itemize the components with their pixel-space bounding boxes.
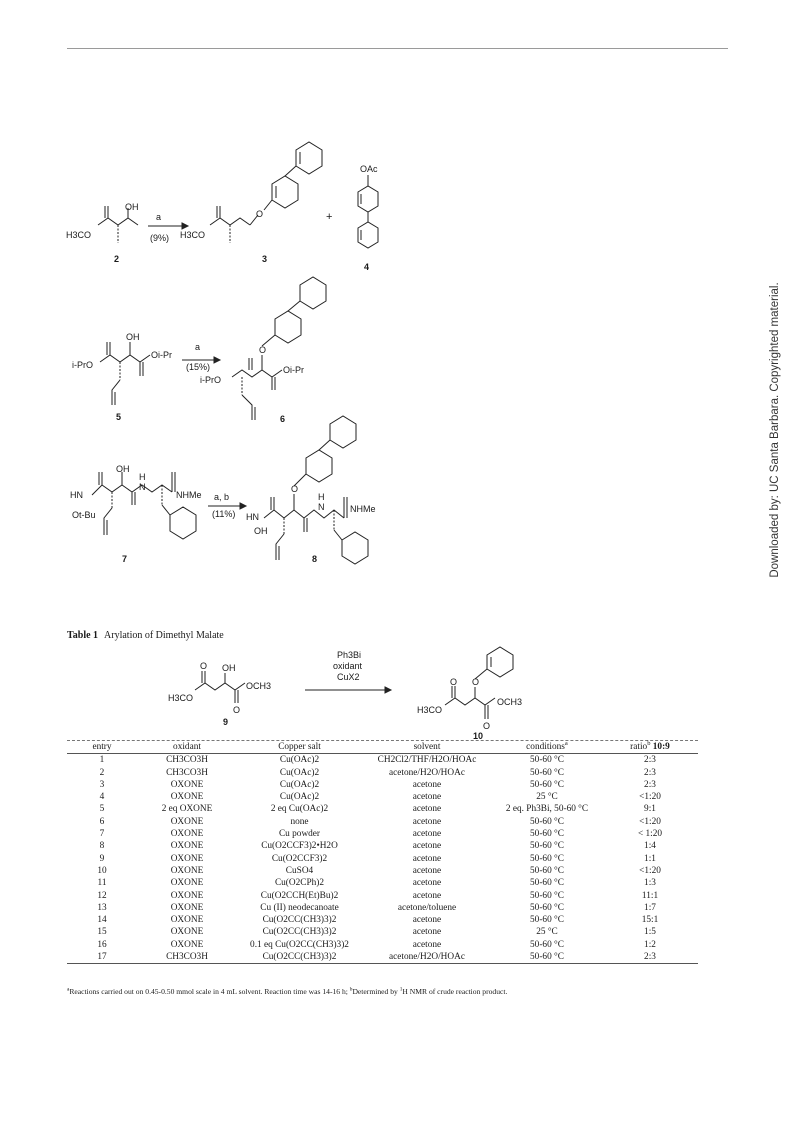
s3-n-right: N bbox=[318, 502, 325, 512]
cell-solvent: acetone bbox=[412, 865, 442, 876]
s1-oac: OAc bbox=[360, 164, 378, 174]
cell-solvent: CH2Cl2/THF/H2O/HOAc bbox=[377, 755, 477, 766]
cell-entry: 6 bbox=[99, 816, 105, 827]
footnote-b: H NMR of crude reaction product. bbox=[402, 987, 508, 996]
compound-3-structure bbox=[210, 142, 322, 243]
s2-oipr-left: Oi-Pr bbox=[151, 350, 172, 360]
cell-oxidant: OXONE bbox=[170, 915, 204, 926]
s2-reagent: a bbox=[195, 342, 201, 352]
cell-solvent: acetone bbox=[412, 816, 442, 827]
rxn-start-label: 9 bbox=[223, 717, 229, 727]
rxn-h3co-right: H3CO bbox=[417, 705, 443, 715]
s1-oh: OH bbox=[125, 202, 139, 212]
s3-nhme-left: NHMe bbox=[176, 490, 202, 500]
cell-ratio: 2:3 bbox=[644, 767, 656, 778]
cell-solvent: acetone/H2O/HOAc bbox=[362, 951, 492, 964]
header-solvent: solvent bbox=[362, 741, 492, 754]
s3-h: H bbox=[139, 472, 146, 482]
table-row bbox=[67, 754, 698, 767]
s3-oh-right: OH bbox=[254, 526, 268, 536]
cell-oxidant: OXONE bbox=[170, 890, 204, 901]
rxn-o-left: O bbox=[200, 661, 208, 671]
cell-ratio: 2:3 bbox=[644, 779, 656, 790]
cell-solvent: acetone bbox=[412, 939, 442, 950]
s2-product-label: 6 bbox=[280, 414, 286, 424]
table-row bbox=[67, 865, 698, 877]
cell-entry: 11 bbox=[97, 878, 107, 889]
cell-entry: 4 bbox=[99, 792, 105, 803]
cell-solvent: acetone bbox=[412, 927, 442, 938]
header-oxidant: oxidant bbox=[137, 741, 237, 754]
table-reaction-scheme bbox=[0, 645, 793, 745]
cell-oxidant: OXONE bbox=[170, 878, 204, 889]
cell-copper-salt: Cu(O2CPh)2 bbox=[274, 878, 325, 889]
cell-ratio: 1:1 bbox=[644, 853, 656, 864]
cell-copper-salt: 0.1 eq Cu(O2CC(CH3)3)2 bbox=[250, 939, 349, 950]
rxn-o-bottom-right: O bbox=[483, 721, 491, 731]
cell-oxidant: OXONE bbox=[170, 853, 204, 864]
header-entry: entry bbox=[67, 741, 137, 754]
cell-oxidant: OXONE bbox=[170, 841, 204, 852]
cell-oxidant: OXONE bbox=[170, 927, 204, 938]
download-watermark: Downloaded by: UC Santa Barbara. Copyrighted material. bbox=[769, 282, 781, 578]
footnote-a: Reactions carried out on 0.45-0.50 mmol scale in 4 mL solvent. Reaction time was 14-16 h; bbox=[69, 987, 348, 996]
table-row bbox=[67, 779, 698, 791]
s3-yield: (11%) bbox=[212, 509, 236, 519]
table-row bbox=[67, 767, 698, 779]
rxn-reagent-2: oxidant bbox=[333, 661, 363, 671]
rxn-reagent-3: CuX2 bbox=[337, 672, 360, 682]
table-row bbox=[67, 816, 698, 828]
cell-copper-salt: Cu (II) neodecanoate bbox=[260, 902, 339, 913]
cell-conditions: 50-60 °C bbox=[530, 755, 564, 766]
table-row bbox=[67, 803, 698, 815]
cell-ratio: <1:20 bbox=[639, 792, 661, 803]
rxn-och3-right: OCH3 bbox=[497, 697, 523, 707]
table-row bbox=[67, 840, 698, 852]
cell-oxidant: OXONE bbox=[170, 792, 204, 803]
table-row bbox=[67, 939, 698, 951]
cell-conditions: 50-60 °C bbox=[530, 890, 564, 901]
cell-solvent: acetone/H2O/HOAc bbox=[389, 767, 465, 778]
cell-oxidant: CH3CO3H bbox=[166, 767, 208, 778]
s3-nhme-right: NHMe bbox=[350, 504, 376, 514]
rxn-oh: OH bbox=[222, 663, 236, 673]
s2-oh: OH bbox=[126, 332, 140, 342]
table-footnote: $^a$Reactions carried out on 0.45-0.50 mmol scale in 4 mL solvent. Reaction time was 14-16 h; $^b$Determined by $^1$H NMR of crude reaction product. bbox=[67, 986, 508, 996]
cell-entry: 12 bbox=[97, 890, 107, 901]
cell-entry: 10 bbox=[97, 865, 107, 876]
cell-solvent: acetone bbox=[412, 853, 442, 864]
s3-start-label: 7 bbox=[122, 554, 128, 564]
rxn-o-right: O bbox=[450, 677, 458, 687]
cell-solvent: acetone bbox=[412, 890, 442, 901]
s2-oipr-right: Oi-Pr bbox=[283, 365, 304, 375]
s3-h-right: H bbox=[318, 492, 325, 502]
s2-yield: (15%) bbox=[186, 362, 211, 372]
s1-h3co-right: H3CO bbox=[180, 230, 206, 240]
cell-ratio: 15:1 bbox=[641, 915, 659, 926]
cell-ratio: 11:1 bbox=[641, 890, 659, 901]
table-row bbox=[67, 951, 698, 964]
s1-plus: + bbox=[326, 211, 333, 223]
cell-copper-salt: none bbox=[290, 816, 309, 827]
cell-ratio: 9:1 bbox=[644, 804, 656, 815]
cell-entry: 15 bbox=[97, 927, 107, 938]
cell-solvent: acetone bbox=[412, 804, 442, 815]
s1-h3co-left: H3CO bbox=[66, 230, 92, 240]
s2-start-label: 5 bbox=[116, 412, 122, 422]
cell-copper-salt: Cu(O2CC(CH3)3)2 bbox=[237, 951, 362, 964]
cell-copper-salt: Cu(O2CCF3)2 bbox=[271, 853, 328, 864]
cell-copper-salt: Cu powder bbox=[278, 829, 321, 840]
rxn-och3-left: OCH3 bbox=[246, 681, 272, 691]
cell-copper-salt: Cu(O2CCF3)2•H2O bbox=[261, 841, 338, 852]
cell-entry: 7 bbox=[99, 829, 105, 840]
cell-copper-salt: Cu(OAc)2 bbox=[279, 755, 320, 766]
header-ratio: ratio$^b$ 10:9 bbox=[602, 741, 698, 754]
s3-ether-o: O bbox=[291, 484, 299, 494]
compound-6-structure bbox=[232, 277, 326, 420]
compound-4-structure bbox=[358, 175, 378, 248]
cell-conditions: 50-60 °C bbox=[530, 915, 564, 926]
cell-oxidant: OXONE bbox=[170, 865, 204, 876]
cell-entry: 1 bbox=[99, 755, 105, 766]
cell-oxidant: OXONE bbox=[170, 816, 204, 827]
table-caption: Arylation of Dimethyl Malate bbox=[104, 630, 224, 641]
s2-ether-o: O bbox=[259, 345, 267, 355]
header-conditions: conditions$^a$ bbox=[492, 741, 602, 754]
cell-oxidant: OXONE bbox=[170, 939, 204, 950]
table-body bbox=[67, 754, 698, 964]
cell-ratio: 1:3 bbox=[644, 878, 656, 889]
cell-entry: 3 bbox=[99, 779, 105, 790]
cell-conditions: 50-60 °C bbox=[530, 767, 564, 778]
s1-reagent: a bbox=[156, 212, 162, 222]
cell-oxidant: CH3CO3H bbox=[166, 755, 208, 766]
cell-ratio: < 1:20 bbox=[637, 829, 663, 840]
table-row bbox=[67, 902, 698, 914]
rxn-ether-o: O bbox=[472, 677, 480, 687]
cell-conditions: 50-60 °C bbox=[530, 829, 564, 840]
cell-conditions: 25 °C bbox=[536, 792, 558, 803]
cell-copper-salt: Cu(O2CC(CH3)3)2 bbox=[262, 927, 337, 938]
cell-solvent: acetone bbox=[412, 841, 442, 852]
s2-ipro-left: i-PrO bbox=[72, 360, 93, 370]
table-row bbox=[67, 890, 698, 902]
cell-conditions: 50-60 °C bbox=[530, 853, 564, 864]
s3-product-label: 8 bbox=[312, 554, 318, 564]
table-title bbox=[67, 630, 224, 641]
cell-conditions: 2 eq. Ph3Bi, 50-60 °C bbox=[505, 804, 589, 815]
cell-ratio: <1:20 bbox=[639, 865, 661, 876]
cell-entry: 13 bbox=[97, 902, 107, 913]
s3-reagent: a, b bbox=[214, 492, 230, 502]
arylation-table bbox=[67, 741, 698, 964]
cell-conditions: 50-60 °C bbox=[530, 865, 564, 876]
rxn-o-bottom-left: O bbox=[233, 705, 241, 715]
cell-solvent: acetone bbox=[412, 829, 442, 840]
cell-ratio: <1:20 bbox=[639, 816, 661, 827]
table-header-row bbox=[67, 741, 698, 754]
cell-solvent: acetone bbox=[412, 878, 442, 889]
cell-entry: 14 bbox=[97, 915, 107, 926]
s3-hn-right: HN bbox=[246, 512, 259, 522]
cell-ratio: 1:7 bbox=[644, 902, 656, 913]
compound-8-structure bbox=[264, 416, 368, 564]
s1-ether-o: O bbox=[256, 209, 264, 219]
cell-copper-salt: Cu(O2CC(CH3)3)2 bbox=[262, 915, 337, 926]
cell-conditions: 50-60 °C bbox=[530, 939, 564, 950]
cell-solvent: acetone bbox=[412, 779, 442, 790]
cell-ratio: 1:5 bbox=[644, 927, 656, 938]
cell-conditions: 50-60 °C bbox=[492, 951, 602, 964]
cell-copper-salt: Cu(O2CCH(Et)Bu)2 bbox=[260, 890, 339, 901]
cell-conditions: 25 °C bbox=[536, 927, 558, 938]
cell-conditions: 50-60 °C bbox=[530, 902, 564, 913]
cell-ratio: 1:2 bbox=[644, 939, 656, 950]
cell-oxidant: OXONE bbox=[170, 829, 204, 840]
cell-copper-salt: Cu(OAc)2 bbox=[279, 779, 320, 790]
cell-entry: 2 bbox=[99, 767, 105, 778]
rxn-h3co-left: H3CO bbox=[168, 693, 194, 703]
s3-hn: HN bbox=[70, 490, 83, 500]
cell-ratio: 2:3 bbox=[644, 755, 656, 766]
s1-side-label: 4 bbox=[364, 262, 370, 272]
cell-copper-salt: Cu(OAc)2 bbox=[279, 767, 320, 778]
cell-copper-salt: CuSO4 bbox=[285, 865, 314, 876]
cell-solvent: acetone bbox=[412, 915, 442, 926]
cell-ratio: 2:3 bbox=[602, 951, 698, 964]
cell-ratio: 1:4 bbox=[644, 841, 656, 852]
table-row bbox=[67, 828, 698, 840]
cell-solvent: acetone bbox=[412, 792, 442, 803]
s1-yield: (9%) bbox=[150, 233, 170, 243]
cell-entry: 9 bbox=[99, 853, 105, 864]
rxn-product-label: 10 bbox=[473, 731, 484, 741]
s1-start-label: 2 bbox=[114, 254, 120, 264]
s3-oh: OH bbox=[116, 464, 130, 474]
cell-conditions: 50-60 °C bbox=[530, 779, 564, 790]
cell-entry: 16 bbox=[97, 939, 107, 950]
header-copper-salt: Copper salt bbox=[237, 741, 362, 754]
s2-ipro-right: i-PrO bbox=[200, 375, 221, 385]
cell-oxidant: OXONE bbox=[170, 779, 204, 790]
cell-copper-salt: 2 eq Cu(OAc)2 bbox=[270, 804, 329, 815]
cell-conditions: 50-60 °C bbox=[530, 841, 564, 852]
table-label: Table 1 bbox=[67, 630, 99, 641]
compound-5-structure bbox=[100, 342, 150, 405]
cell-oxidant: 2 eq OXONE bbox=[161, 804, 213, 815]
table-row bbox=[67, 914, 698, 926]
cell-oxidant: CH3CO3H bbox=[137, 951, 237, 964]
cell-copper-salt: Cu(OAc)2 bbox=[279, 792, 320, 803]
cell-entry: 5 bbox=[99, 804, 105, 815]
table-row bbox=[67, 853, 698, 865]
table-row bbox=[67, 926, 698, 938]
rxn-reagent-1: Ph3Bi bbox=[337, 650, 362, 660]
cell-conditions: 50-60 °C bbox=[530, 878, 564, 889]
table-row bbox=[67, 877, 698, 889]
cell-entry: 17 bbox=[67, 951, 137, 964]
s3-otbu: Ot-Bu bbox=[72, 510, 96, 520]
s3-n: N bbox=[139, 482, 146, 492]
cell-conditions: 50-60 °C bbox=[530, 816, 564, 827]
cell-oxidant: OXONE bbox=[170, 902, 204, 913]
cell-entry: 8 bbox=[99, 841, 105, 852]
s1-product-label: 3 bbox=[262, 254, 268, 264]
cell-solvent: acetone/toluene bbox=[397, 902, 457, 913]
table-row bbox=[67, 791, 698, 803]
